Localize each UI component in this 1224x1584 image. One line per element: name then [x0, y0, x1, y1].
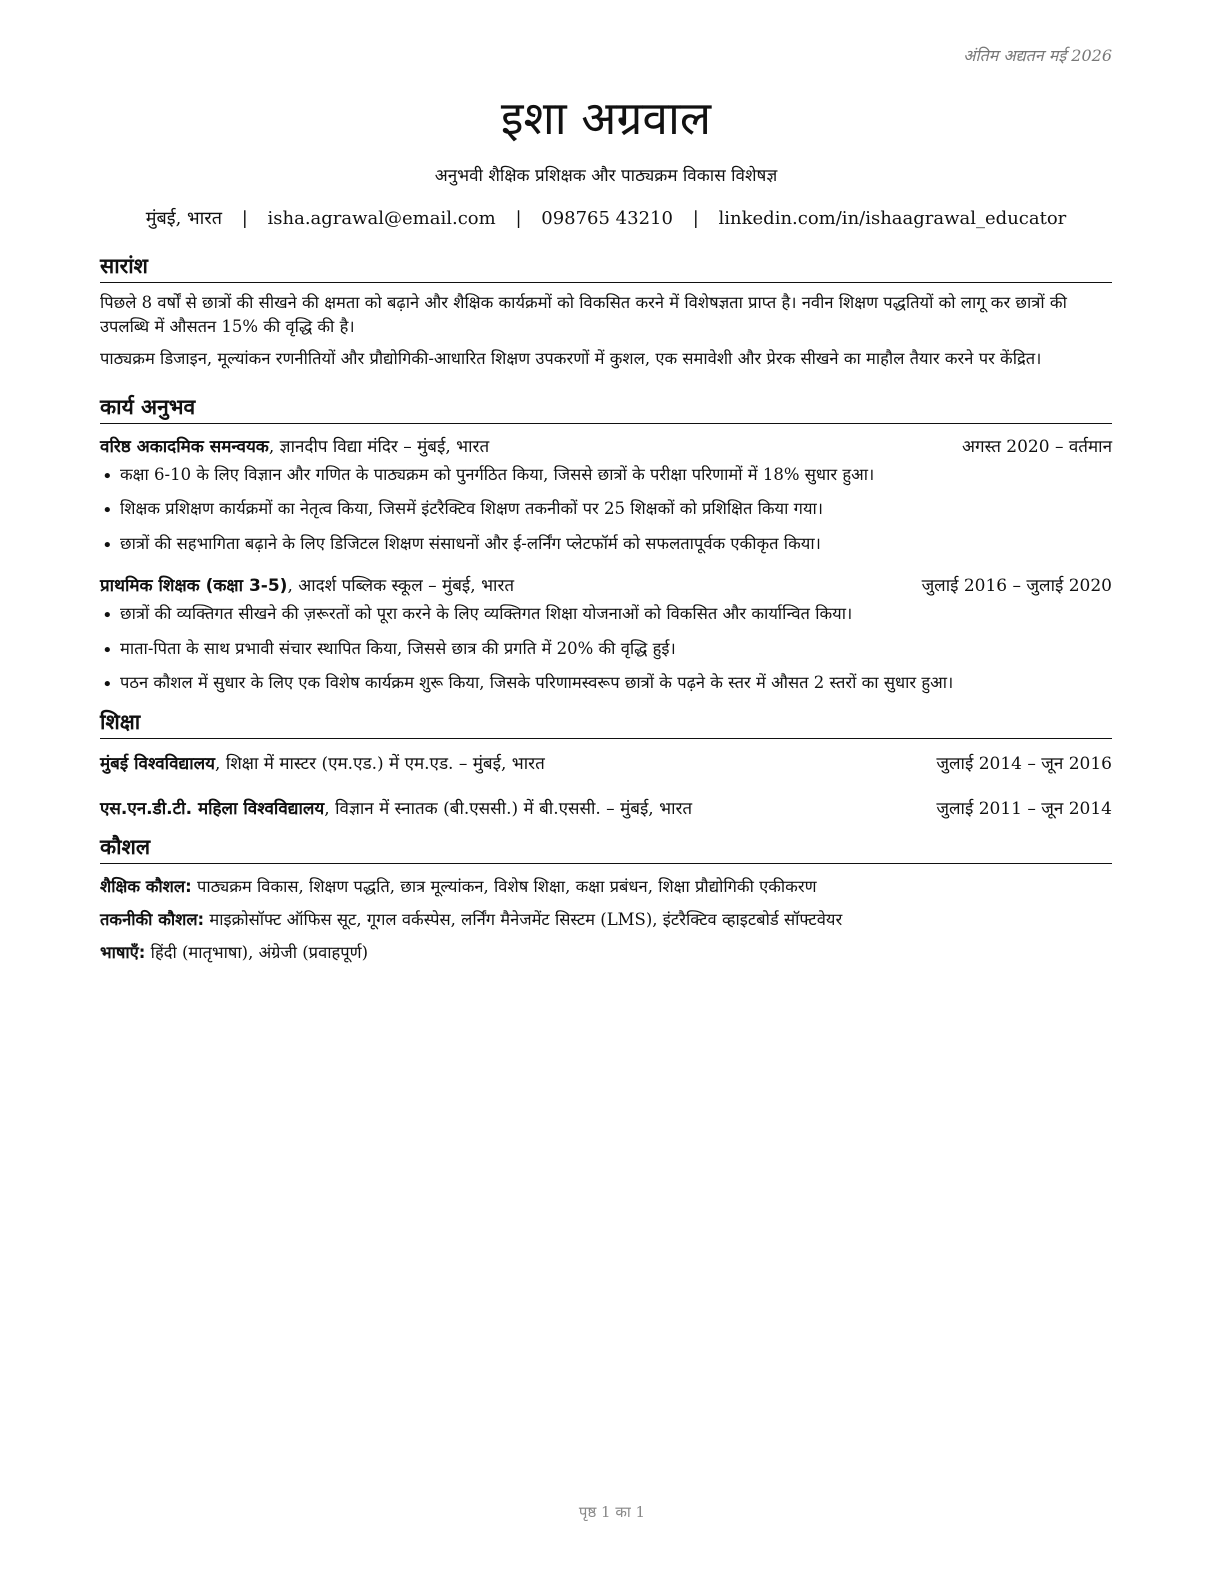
summary-paragraph-2: पाठ्यक्रम डिजाइन, मूल्यांकन रणनीतियों और प्रौद्योगिकी-आधारित शिक्षण उपकरणों में कुशल, एक समावेशी और प्रेरक सीखने का माहौल तैयार करने पर केंद्रित।: [100, 348, 1042, 368]
list-item: • कक्षा 6-10 के लिए विज्ञान और गणित के पाठ्यक्रम को पुनर्गठित किया, जिससे छात्रों के परीक्षा परिणामों में 18% सुधार हुआ।: [100, 463, 1112, 488]
education-detail: , शिक्षा में मास्टर (एम.एड.) में एम.एड. – मुंबई, भारत: [215, 754, 545, 775]
section-title-summary: सारांश: [100, 252, 1112, 283]
list-item: • शिक्षक प्रशिक्षण कार्यक्रमों का नेतृत्व किया, जिसमें इंटरैक्टिव शिक्षण तकनीकों पर 25 शिक्षकों को प्रशिक्षित किया गया।: [100, 497, 1112, 522]
education-entry: [100, 796, 1112, 819]
list-item: • पठन कौशल में सुधार के लिए एक विशेष कार्यक्रम शुरू किया, जिसके परिणामस्वरूप छात्रों के पढ़ने के स्तर में औसत 2 स्तरों का सुधार हुआ।: [100, 671, 1112, 696]
job-entry: [100, 573, 1112, 696]
contact-location: मुंबई, भारत: [145, 207, 222, 229]
job-header: [100, 573, 1112, 596]
job-dates: जुलाई 2016 – जुलाई 2020: [921, 575, 1112, 596]
skill-value: माइक्रोसॉफ्ट ऑफिस सूट, गूगल वर्कस्पेस, लर्निंग मैनेजमेंट सिस्टम (LMS), इंटरैक्टिव व्हाइटबोर्ड सॉफ्टवेयर: [204, 910, 843, 930]
job-org: , आदर्श पब्लिक स्कूल – मुंबई, भारत: [287, 575, 515, 596]
list-item: • छात्रों की व्यक्तिगत सीखने की ज़रूरतों को पूरा करने के लिए व्यक्तिगत शिक्षा योजनाओं को विकसित और कार्यान्वित किया।: [100, 602, 1112, 627]
education-dates: जुलाई 2011 – जून 2014: [936, 799, 1112, 820]
skill-row-technical: [100, 907, 1112, 930]
summary-paragraph-1: पिछले 8 वर्षों से छात्रों की सीखने की क्षमता को बढ़ाने और शैक्षिक कार्यक्रमों को विकसित करने में विशेषज्ञता प्राप्त है। नवीन शिक्षण पद्धतियों को लागू कर छात्रों की उपलब्धि में औसतन 15% की वृद्धि की है।: [100, 292, 1067, 336]
contact-phone: 098765 43210: [541, 207, 673, 229]
list-item: • माता-पिता के साथ प्रभावी संचार स्थापित किया, जिससे छात्र की प्रगति में 20% की वृद्धि हुई।: [100, 637, 1112, 662]
job-header: [100, 434, 1112, 457]
skill-value: पाठ्यक्रम विकास, शिक्षण पद्धति, छात्र मूल्यांकन, विशेष शिक्षा, कक्षा प्रबंधन, शिक्षा प्रौद्योगिकी एकीकरण: [191, 877, 817, 897]
list-item: • छात्रों की सहभागिता बढ़ाने के लिए डिजिटल शिक्षण संसाधनों और ई-लर्निंग प्लेटफॉर्म को सफलतापूर्वक एकीकृत किया।: [100, 532, 1112, 557]
skill-row-educational: [100, 874, 1112, 897]
resume-page: [100, 40, 1112, 963]
contact-separator: |: [515, 207, 522, 229]
section-title-skills: कौशल: [100, 833, 1112, 864]
section-title-education: शिक्षा: [100, 708, 1112, 739]
last-updated: अंतिम अद्यतन मई 2026: [963, 46, 1112, 65]
section-title-experience: कार्य अनुभव: [100, 393, 1112, 424]
contact-separator: |: [692, 207, 699, 229]
education-school: मुंबई विश्वविद्यालय: [100, 754, 216, 775]
education-dates: जुलाई 2014 – जून 2016: [936, 754, 1112, 775]
job-role: वरिष्ठ अकादमिक समन्वयक: [100, 436, 269, 457]
contact-email[interactable]: isha.agrawal@email.com: [267, 207, 496, 229]
contact-linkedin[interactable]: linkedin.com/in/ishaagrawal_educator: [718, 207, 1067, 229]
page-number: पृष्ठ 1 का 1: [578, 1503, 646, 1521]
education-entry: [100, 751, 1112, 774]
skill-label: भाषाएँ:: [100, 943, 146, 963]
job-org: , ज्ञानदीप विद्या मंदिर – मुंबई, भारत: [268, 436, 490, 457]
contact-separator: |: [241, 207, 248, 229]
candidate-name: इशा अग्रवाल: [500, 91, 712, 145]
job-bullets: [100, 463, 1112, 557]
skill-row-languages: [100, 940, 1112, 963]
education-school: एस.एन.डी.टी. महिला विश्वविद्यालय: [100, 799, 325, 820]
job-dates: अगस्त 2020 – वर्तमान: [962, 436, 1112, 457]
skill-label: शैक्षिक कौशल:: [100, 877, 192, 897]
skill-value: हिंदी (मातृभाषा), अंग्रेजी (प्रवाहपूर्ण): [145, 943, 369, 963]
education-detail: , विज्ञान में स्नातक (बी.एससी.) में बी.एससी. – मुंबई, भारत: [324, 799, 693, 820]
job-role: प्राथमिक शिक्षक (कक्षा 3-5): [100, 575, 288, 596]
skill-label: तकनीकी कौशल:: [100, 910, 205, 930]
tagline: अनुभवी शैक्षिक प्रशिक्षक और पाठ्यक्रम विकास विशेषज्ञ: [434, 165, 778, 186]
contact-line: [100, 206, 1112, 230]
job-bullets: [100, 602, 1112, 696]
job-entry: [100, 434, 1112, 557]
